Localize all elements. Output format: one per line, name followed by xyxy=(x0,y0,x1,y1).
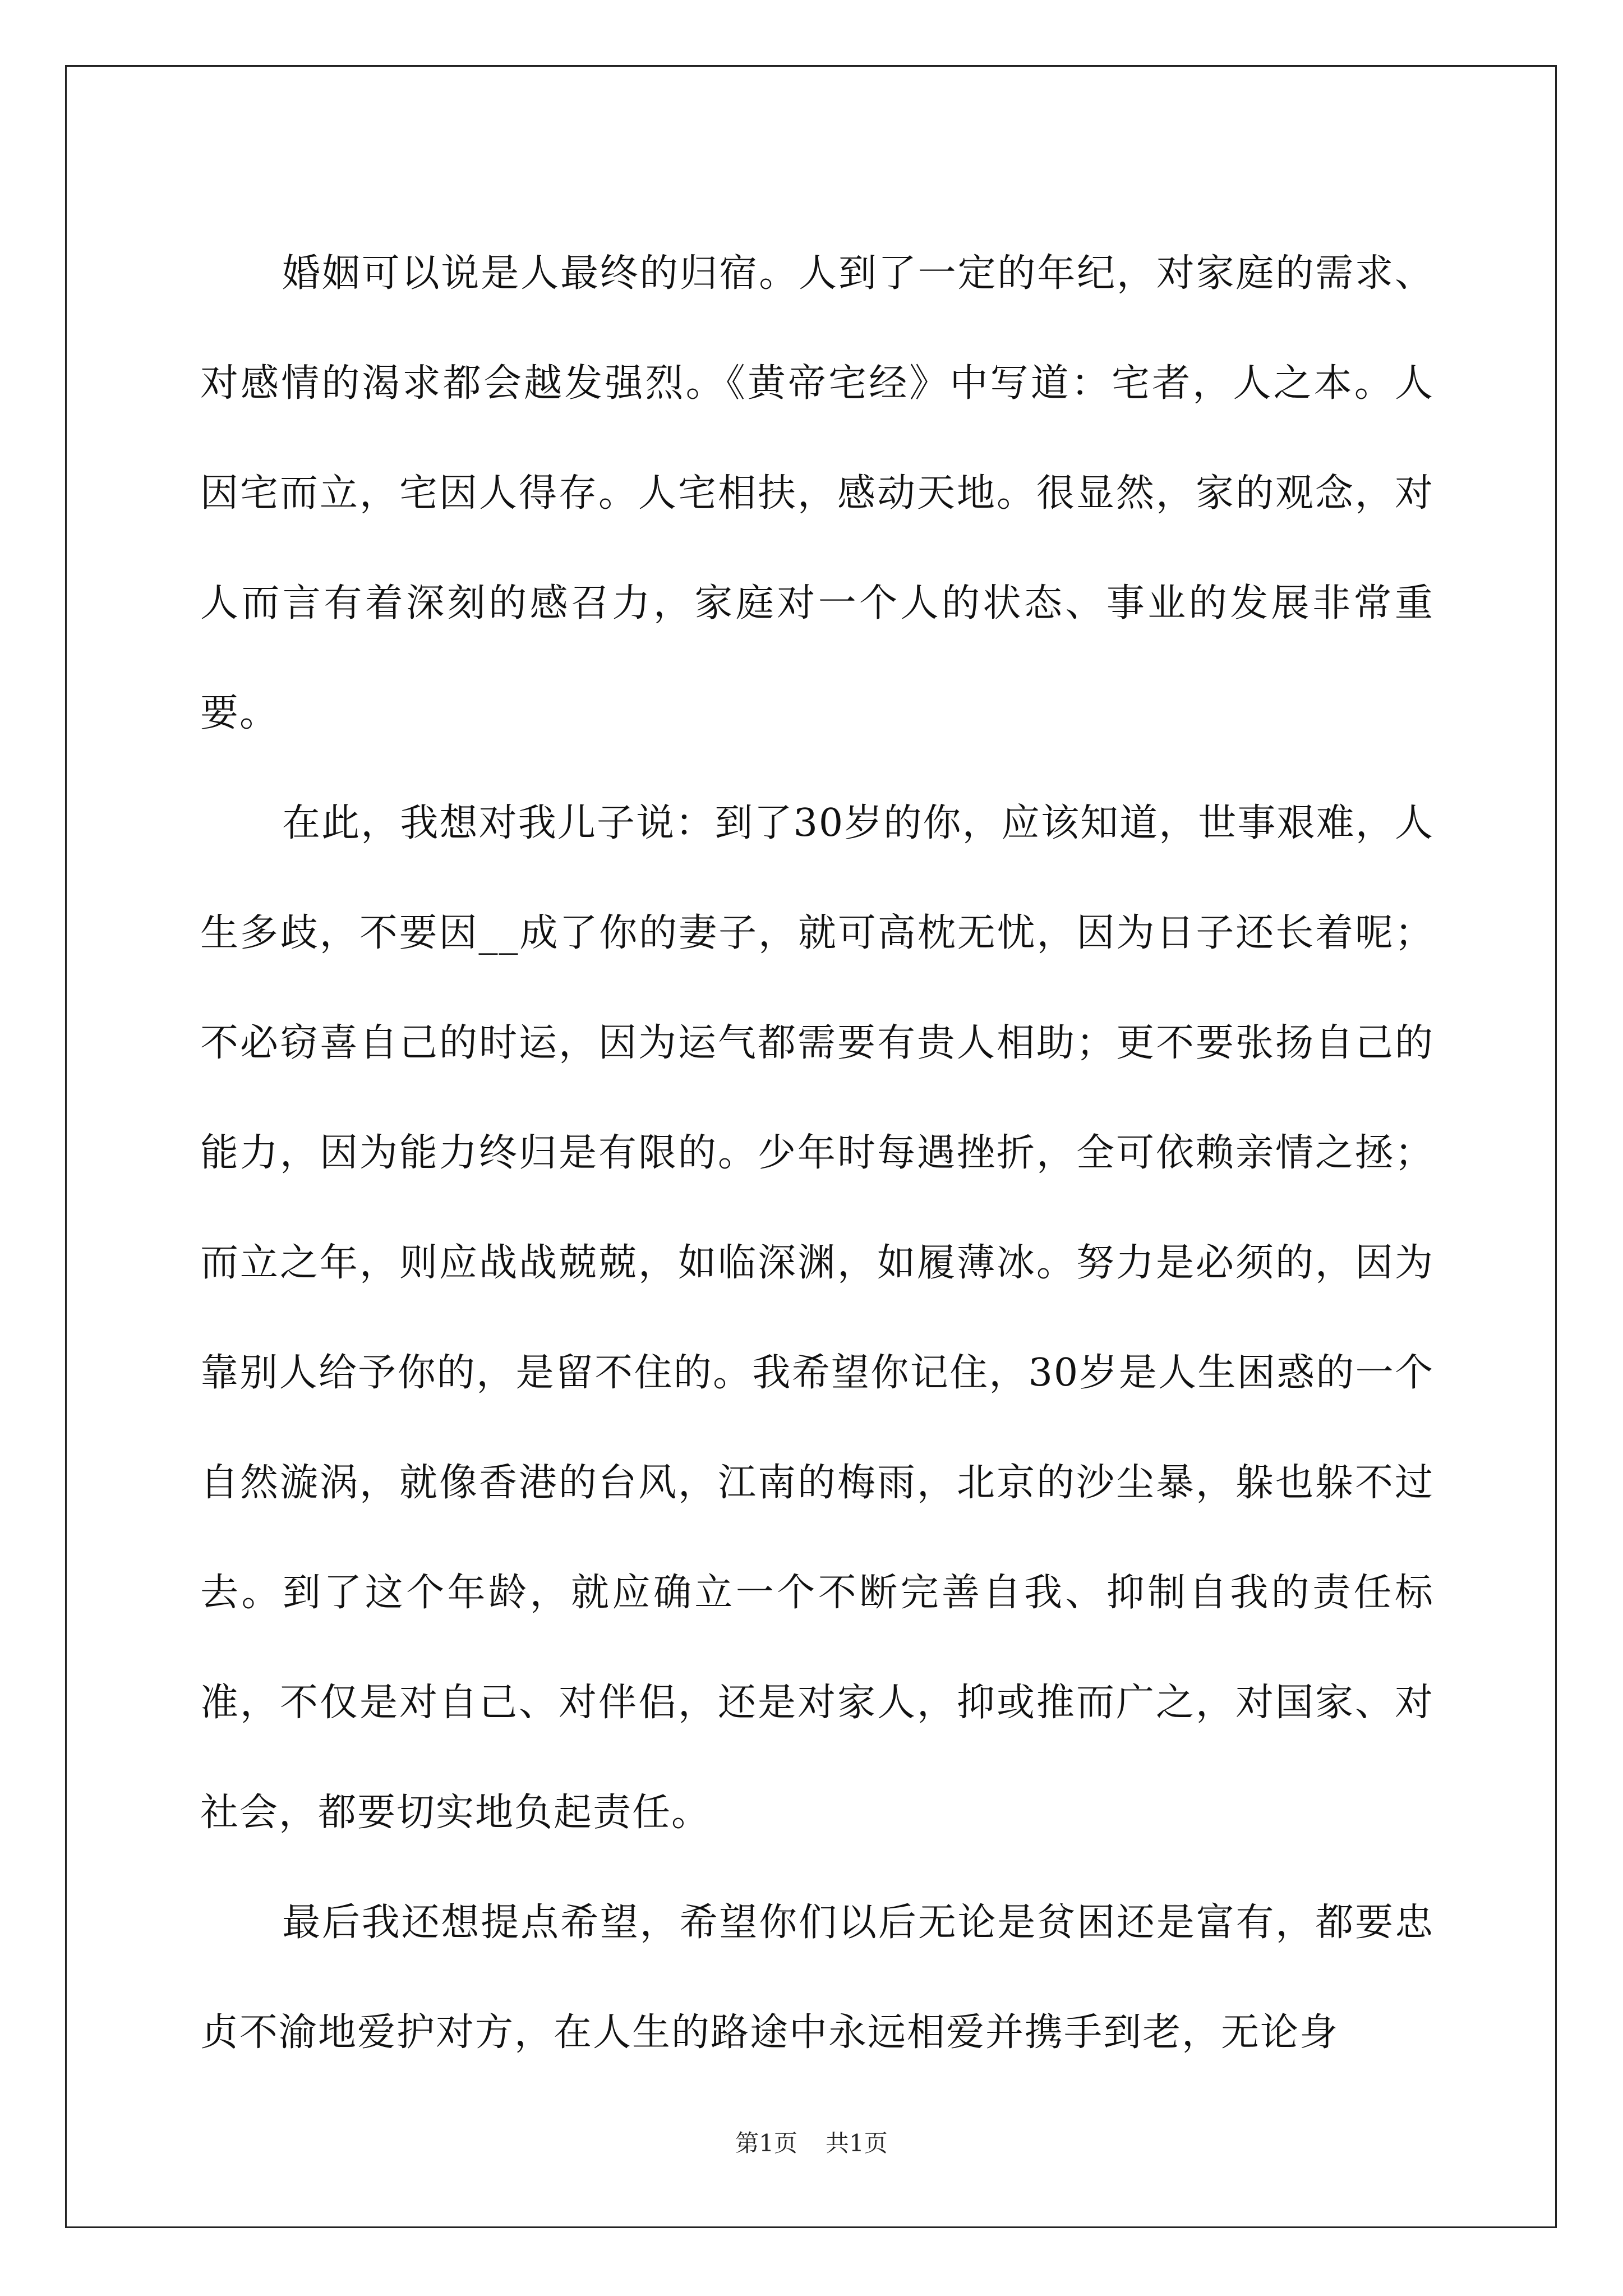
page-footer xyxy=(0,2125,1623,2159)
document-body xyxy=(200,219,1434,2088)
page-number: 第1页 xyxy=(735,2129,797,2157)
paragraph-3: 最后我还想提点希望，希望你们以后无论是贫困还是富有，都要忠贞不渝地爱护对方，在人生的路途中永远相爱并携手到老，无论身 xyxy=(200,1901,1434,2055)
paragraph-1: 婚姻可以说是人最终的归宿。人到了一定的年纪，对家庭的需求、对感情的渴求都会越发强烈。《黄帝宅经》中写道：宅者，人之本。人因宅而立，宅因人得存。人宅相扶，感动天地。很显然，家的观念，对人而言有着深刻的感召力，家庭对一个人的状态、事业的发展非常重要。 xyxy=(200,251,1434,735)
page-total: 共1页 xyxy=(826,2129,888,2157)
paragraph-2: 在此，我想对我儿子说：到了30岁的你，应该知道，世事艰难，人生多歧，不要因__成了你的妻子，就可高枕无忧，因为日子还长着呢；不必窃喜自己的时运，因为运气都需要有贵人相助；更不要张扬自己的能力，因为能力终归是有限的。少年时每遇挫折，全可依赖亲情之拯；而立之年，则应战战兢兢，如临深渊，如履薄冰。努力是必须的，因为靠别人给予你的，是留不住的。我希望你记住，30岁是人生困惑的一个自然漩涡，就像香港的台风，江南的梅雨，北京的沙尘暴，躲也躲不过去。到了这个年龄，就应确立一个不断完善自我、抑制自我的责任标准，不仅是对自己、对伴侣，还是对家人，抑或推而广之，对国家、对社会，都要切实地负起责任。 xyxy=(200,801,1434,1835)
